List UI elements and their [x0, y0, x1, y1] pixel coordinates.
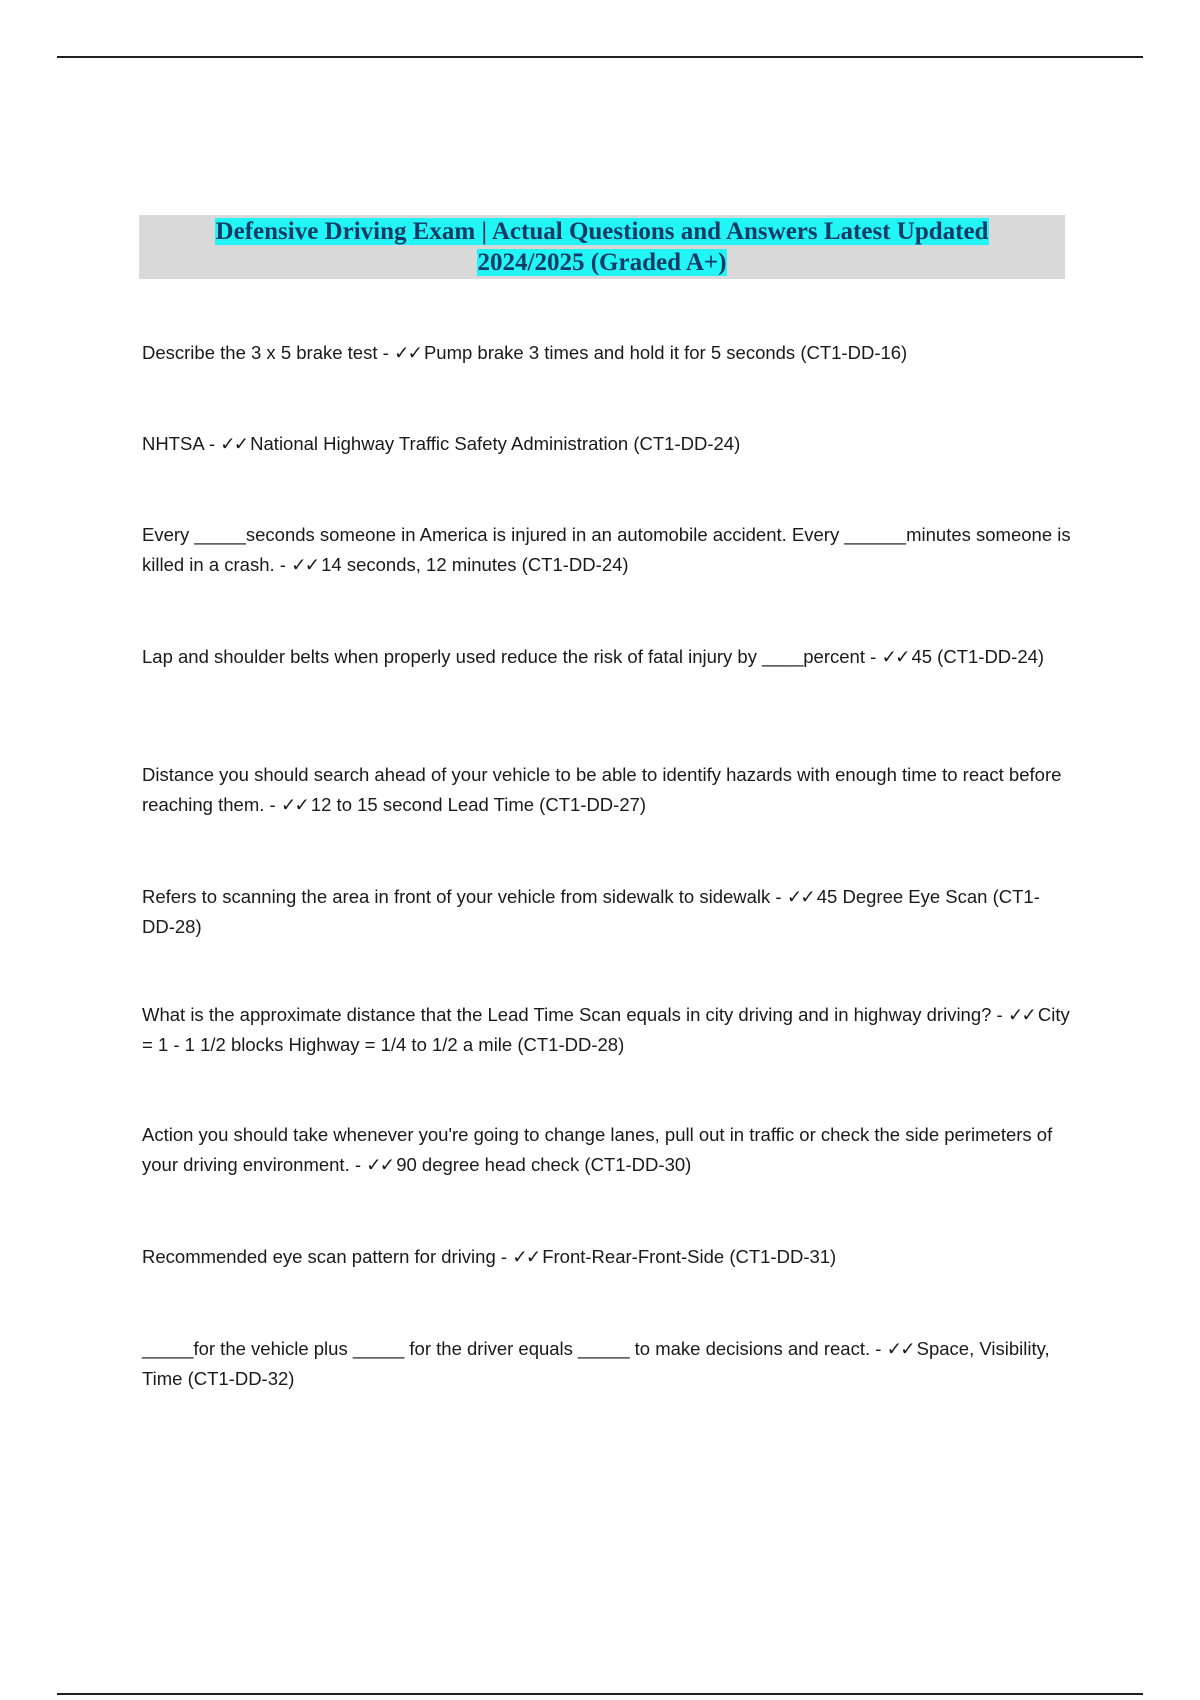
- qa-item: [142, 338, 1072, 368]
- title-line-1: Defensive Driving Exam | Actual Questions and Answers Latest Updated: [215, 218, 989, 245]
- qa-item: [142, 1242, 1072, 1272]
- question-text: What is the approximate distance that the Lead Time Scan equals in city driving and in highway driving?: [142, 1004, 992, 1025]
- question-text: Describe the 3 x 5 brake test: [142, 342, 378, 363]
- check-marks: ✓✓: [393, 342, 421, 363]
- top-rule: [57, 56, 1143, 58]
- question-text: Distance you should search ahead of your vehicle to be able to identify hazards with enough time to react before reaching them.: [142, 764, 1062, 815]
- check-marks: ✓✓: [886, 1338, 914, 1359]
- question-text: Recommended eye scan pattern for driving: [142, 1246, 496, 1267]
- qa-item: [142, 642, 1072, 672]
- check-marks: ✓✓: [291, 554, 319, 575]
- document-title: [162, 216, 1042, 278]
- answer-text: 45 (CT1-DD-24): [911, 646, 1045, 667]
- answer-text: Space, Visibility, Time (CT1-DD-32): [142, 1338, 1050, 1389]
- separator: -: [495, 1246, 513, 1267]
- qa-item: [142, 882, 1072, 942]
- question-text: Lap and shoulder belts when properly used reduce the risk of fatal injury by ____percent: [142, 646, 865, 667]
- qa-item: [142, 520, 1072, 580]
- answer-text: City = 1 - 1 1/2 blocks Highway = 1/4 to 1/2 a mile (CT1-DD-28): [142, 1004, 1070, 1055]
- question-text: Refers to scanning the area in front of your vehicle from sidewalk to sidewalk: [142, 886, 771, 907]
- check-marks: ✓✓: [512, 1246, 540, 1267]
- answer-text: 90 degree head check (CT1-DD-30): [396, 1154, 692, 1175]
- check-marks: ✓✓: [280, 794, 308, 815]
- separator: -: [377, 342, 394, 363]
- qa-item: [142, 1120, 1072, 1180]
- qa-item: [142, 1000, 1072, 1060]
- question-text: NHTSA: [142, 433, 204, 454]
- answer-text: 12 to 15 second Lead Time (CT1-DD-27): [310, 794, 647, 815]
- qa-item: [142, 760, 1072, 820]
- separator: -: [203, 433, 221, 454]
- separator: -: [870, 1338, 887, 1359]
- check-marks: ✓✓: [786, 886, 814, 907]
- question-text: _____for the vehicle plus _____ for the driver equals _____ to make decisions and react.: [142, 1338, 871, 1359]
- answer-text: Pump brake 3 times and hold it for 5 seconds (CT1-DD-16): [423, 342, 908, 363]
- answer-text: 45 Degree Eye Scan (CT1-DD-28): [142, 886, 1040, 937]
- check-marks: ✓✓: [366, 1154, 394, 1175]
- qa-item: [142, 1334, 1072, 1394]
- answer-text: National Highway Traffic Safety Administration (CT1-DD-24): [250, 433, 741, 454]
- title-banner: [139, 215, 1065, 279]
- separator: -: [349, 1154, 367, 1175]
- separator: -: [770, 886, 787, 907]
- bottom-rule: [57, 1693, 1143, 1695]
- separator: -: [991, 1004, 1008, 1025]
- answer-text: Front-Rear-Front-Side (CT1-DD-31): [542, 1246, 837, 1267]
- question-text: Every _____seconds someone in America is injured in an automobile accident. Every ______minutes someone is killed in a crash.: [142, 524, 1071, 575]
- question-text: Action you should take whenever you're going to change lanes, pull out in traffic or check the side perimeters of your driving environment.: [142, 1124, 1053, 1175]
- separator: -: [264, 794, 281, 815]
- check-marks: ✓✓: [220, 433, 248, 454]
- qa-item: [142, 429, 1072, 459]
- check-marks: ✓✓: [1007, 1004, 1035, 1025]
- answer-text: 14 seconds, 12 minutes (CT1-DD-24): [321, 554, 629, 575]
- separator: -: [864, 646, 882, 667]
- check-marks: ✓✓: [881, 646, 909, 667]
- separator: -: [274, 554, 292, 575]
- title-line-2: 2024/2025 (Graded A+): [477, 249, 727, 276]
